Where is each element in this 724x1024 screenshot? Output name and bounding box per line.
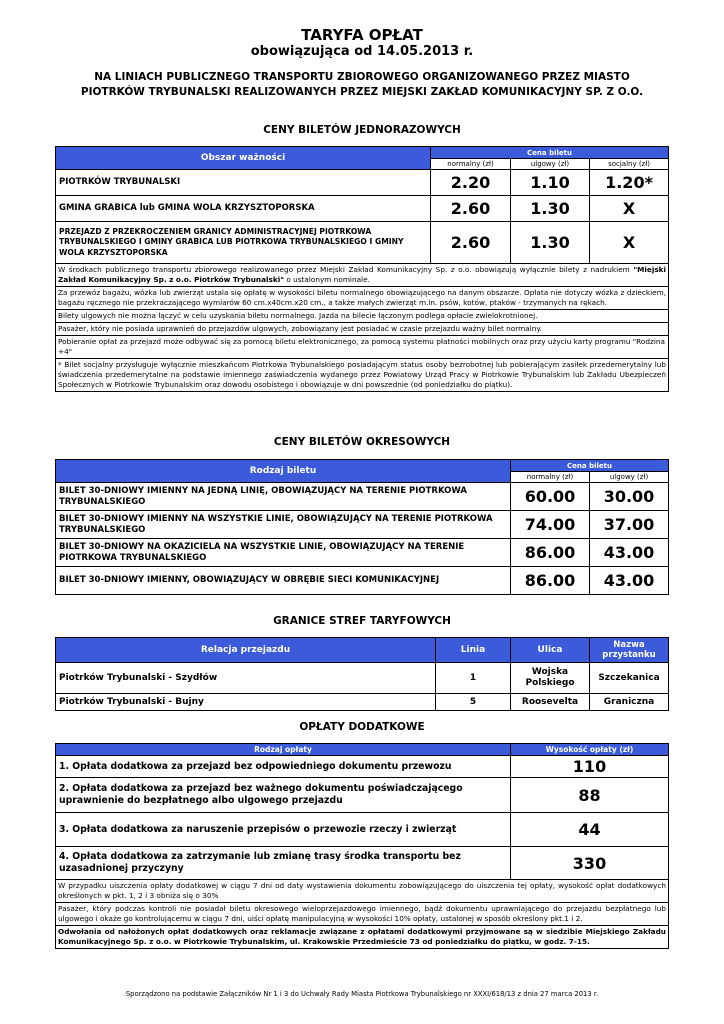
col-fee-amount-header: Wysokość opłaty (zł)	[511, 744, 669, 756]
col-type-header: Rodzaj biletu	[56, 460, 511, 483]
table-row	[56, 196, 669, 222]
col-stop-header: Nazwa przystanku	[590, 638, 669, 663]
fee-amount: 330	[511, 847, 669, 880]
col-street-header: Ulica	[511, 638, 590, 663]
table-row	[56, 778, 669, 813]
table-row	[56, 222, 669, 264]
document-title: TARYFA OPŁAT	[301, 26, 423, 44]
note-luggage: Za przewóz bagażu, wózka lub zwierząt ustala się opłatę w wysokości biletu normalnego obowiązującego na danym obszarze. Opłata nie dotyczy wózka z dzieckiem, bagażu ręcznego nie przekraczającego wymiarów 60 cm.x40cm.x20 cm., a także małych zwierząt m.in. psów, kotów, ptaków - trzymanych na rękach.	[56, 287, 669, 310]
stop-cell: Szczekanica	[590, 663, 669, 694]
table-row	[56, 694, 669, 711]
line-cell: 5	[436, 694, 511, 711]
fee-amount: 88	[511, 778, 669, 813]
note-appeals: Odwołania od nałożonych opłat dodatkowych oraz reklamacje związane z opłatami dodatkowymi przyjmowane są w siedzibie Miejskiego Zakładu Komunikacyjnego Sp. z o.o. w Piotrkowie Trybunalskim, ul. Krakowskie Przedmieście 73 od poniedziałku do piątku, w godz. 7-15.	[56, 926, 669, 949]
normal-price: 2.60	[431, 222, 511, 264]
reduced-price: 43.00	[590, 567, 669, 595]
ticket-type-cell: BILET 30-DNIOWY IMIENNY, OBOWIĄZUJĄCY W OBRĘBIE SIECI KOMUNIKACYJNEJ	[56, 567, 511, 595]
line-cell: 1	[436, 663, 511, 694]
periodic-tickets-heading: CENY BILETÓW OKRESOWYCH	[273, 436, 451, 448]
fee-amount: 110	[511, 756, 669, 778]
normal-price: 2.20	[431, 170, 511, 196]
fee-amount: 44	[511, 813, 669, 847]
fee-label: 3. Opłata dodatkowa za naruszenie przepisów o przewozie rzeczy i zwierząt	[56, 813, 511, 847]
normal-price: 86.00	[511, 539, 590, 567]
col-price-header: Cena biletu	[511, 460, 669, 472]
table-row	[56, 511, 669, 539]
note-part-bold: "Miejski Zakład Komunikacyjny Sp. z o.o. Piotrków Trybunalski"	[58, 265, 667, 284]
note-social-ticket: * Bilet socjalny przysługuje wyłącznie mieszkańcom Piotrkowa Trybunalskiego posiadającym status osoby bezrobotnej lub pobierającym zasiłek przedemerytalny lub świadczenia przedemerytalne na podstawie imiennego zaświadczenia wydanego przez Powiatowy Urząd Pracy w Piotrkowie Trybunalskim lub Zakładu Ubezpieczeń Społecznych w Piotrkowie Trybunalskim oraz dowodu osobistego i obowiązuje w dni powszednie (od poniedziałku do piątku).	[56, 359, 669, 392]
col-reduced-header: ulgowy (zł)	[590, 472, 669, 483]
single-tickets-heading: CENY BILETÓW JEDNORAZOWYCH	[263, 124, 461, 136]
note-fee-discount: W przypadku uiszczenia opłaty dodatkowej w ciągu 7 dni od daty wystawienia dokumentu zobowiązującego do uiszczenia tej opłaty, wysokość opłat dodatkowych określonych w pkt. 1, 2 i 3 obniża się o 30%	[56, 880, 669, 903]
reduced-price: 43.00	[590, 539, 669, 567]
social-price: 1.20*	[590, 170, 669, 196]
note-tickets-print	[56, 264, 669, 287]
fees-heading: OPŁATY DODATKOWE	[299, 721, 425, 733]
document-footer: Sporządzono na podstawie Załączników Nr 1 i 3 do Uchwały Rady Miasta Piotrkowa Trybunalskiego nr XXXI/618/13 z dnia 27 marca 2013 r.	[125, 990, 599, 998]
col-area-header: Obszar ważności	[56, 147, 431, 170]
reduced-price: 1.30	[511, 196, 590, 222]
table-row	[56, 847, 669, 880]
note-normal-ticket: Pasażer, który nie posiada uprawnień do przejazdów ulgowych, zobowiązany jest posiadać w czasie przejazdu ważny bilet normalny.	[56, 323, 669, 336]
reduced-price: 1.10	[511, 170, 590, 196]
street-cell: Wojska Polskiego	[511, 663, 590, 694]
ticket-type-cell: BILET 30-DNIOWY IMIENNY NA WSZYSTKIE LINIE, OBOWIĄZUJĄCY NA TERENIE PIOTRKOWA TRYBUNALSKIEGO	[56, 511, 511, 539]
table-row	[56, 539, 669, 567]
social-price: X	[590, 196, 669, 222]
intro-text: NA LINIACH PUBLICZNEGO TRANSPORTU ZBIOROWEGO ORGANIZOWANEGO PRZEZ MIASTO PIOTRKÓW TRYBUNALSKI REALIZOWANYCH PRZEZ MIEJSKI ZAKŁAD KOMUNIKACYJNY SP. Z O.O.	[80, 71, 644, 98]
table-row	[56, 170, 669, 196]
zones-table	[55, 637, 669, 711]
note-part: o ustalonym nominale.	[284, 275, 370, 284]
normal-price: 60.00	[511, 483, 590, 511]
fee-label: 1. Opłata dodatkowa za przejazd bez odpowiedniego dokumentu przewozu	[56, 756, 511, 778]
street-cell: Roosevelta	[511, 694, 590, 711]
table-row	[56, 663, 669, 694]
table-row	[56, 567, 669, 595]
area-cell: PRZEJAZD Z PRZEKROCZENIEM GRANICY ADMINISTRACYJNEJ PIOTRKOWA TRYBUNALSKIEGO I GMINY GRABICA LUB PIOTRKOWA TRYBUNALSKIEGO I GMINY WOLA KRZYSZTOPORSKA	[56, 222, 431, 264]
normal-price: 86.00	[511, 567, 590, 595]
zones-heading: GRANICE STREF TARYFOWYCH	[273, 615, 451, 627]
col-social-header: socjalny (zł)	[590, 159, 669, 170]
social-price: X	[590, 222, 669, 264]
document-intro	[0, 70, 724, 100]
reduced-price: 30.00	[590, 483, 669, 511]
col-line-header: Linia	[436, 638, 511, 663]
ticket-type-cell: BILET 30-DNIOWY NA OKAZICIELA NA WSZYSTKIE LINIE, OBOWIĄZUJĄCY NA TERENIE PIOTRKOWA TRYBUNALSKIEGO	[56, 539, 511, 567]
reduced-price: 1.30	[511, 222, 590, 264]
table-row	[56, 483, 669, 511]
area-cell: PIOTRKÓW TRYBUNALSKI	[56, 170, 431, 196]
note-part: W środkach publicznego transportu zbiorowego realizowanego przez Miejski Zakład Komunikacyjny Sp. z o.o. obowiązują wyłącznie bilety z nadrukiem	[58, 265, 634, 274]
col-reduced-header: ulgowy (zł)	[511, 159, 590, 170]
fees-table	[55, 743, 669, 949]
normal-price: 2.60	[431, 196, 511, 222]
stop-cell: Graniczna	[590, 694, 669, 711]
route-cell: Piotrków Trybunalski - Bujny	[56, 694, 436, 711]
route-cell: Piotrków Trybunalski - Szydłów	[56, 663, 436, 694]
col-route-header: Relacja przejazdu	[56, 638, 436, 663]
col-normal-header: normalny (zł)	[511, 472, 590, 483]
single-tickets-table	[55, 146, 669, 392]
ticket-type-cell: BILET 30-DNIOWY IMIENNY NA JEDNĄ LINIĘ, OBOWIĄZUJĄCY NA TERENIE PIOTRKOWA TRYBUNALSKIEGO	[56, 483, 511, 511]
col-normal-header: normalny (zł)	[431, 159, 511, 170]
col-price-header: Cena biletu	[431, 147, 669, 159]
note-reduced-combine: Bilety ulgowych nie można łączyć w celu uzyskania biletu normalnego. Jazda na bilecie łączonym podlega opłacie zwielokrotnionej.	[56, 310, 669, 323]
note-handling-fee: Pasażer, który podczas kontroli nie posiadał biletu okresowego wieloprzejazdowego imiennego, bądź dokumentu uprawniającego do przejazdu bezpłatnego lub ulgowego i okaże go kontrolującemu w ciągu 7 dni, uiści opłatę manipulacyjną w wysokości 10% opłaty, ustalonej w sposób określony pkt.1 i 2.	[56, 903, 669, 926]
table-row	[56, 756, 669, 778]
note-payment-methods: Pobieranie opłat za przejazd może odbywać się za pomocą biletu elektronicznego, za pomocą systemu płatności mobilnych oraz przy użyciu karty programu "Rodzina +4"	[56, 336, 669, 359]
fee-label: 4. Opłata dodatkowa za zatrzymanie lub zmianę trasy środka transportu bez uzasadnionej przyczyny	[56, 847, 511, 880]
fee-label: 2. Opłata dodatkowa za przejazd bez ważnego dokumentu poświadczającego uprawnienie do bezpłatnego albo ulgowego przejazdu	[56, 778, 511, 813]
table-row	[56, 813, 669, 847]
document-subtitle: obowiązująca od 14.05.2013 r.	[250, 44, 474, 59]
normal-price: 74.00	[511, 511, 590, 539]
reduced-price: 37.00	[590, 511, 669, 539]
col-fee-type-header: Rodzaj opłaty	[56, 744, 511, 756]
area-cell: GMINA GRABICA lub GMINA WOLA KRZYSZTOPORSKA	[56, 196, 431, 222]
periodic-tickets-table	[55, 459, 669, 595]
